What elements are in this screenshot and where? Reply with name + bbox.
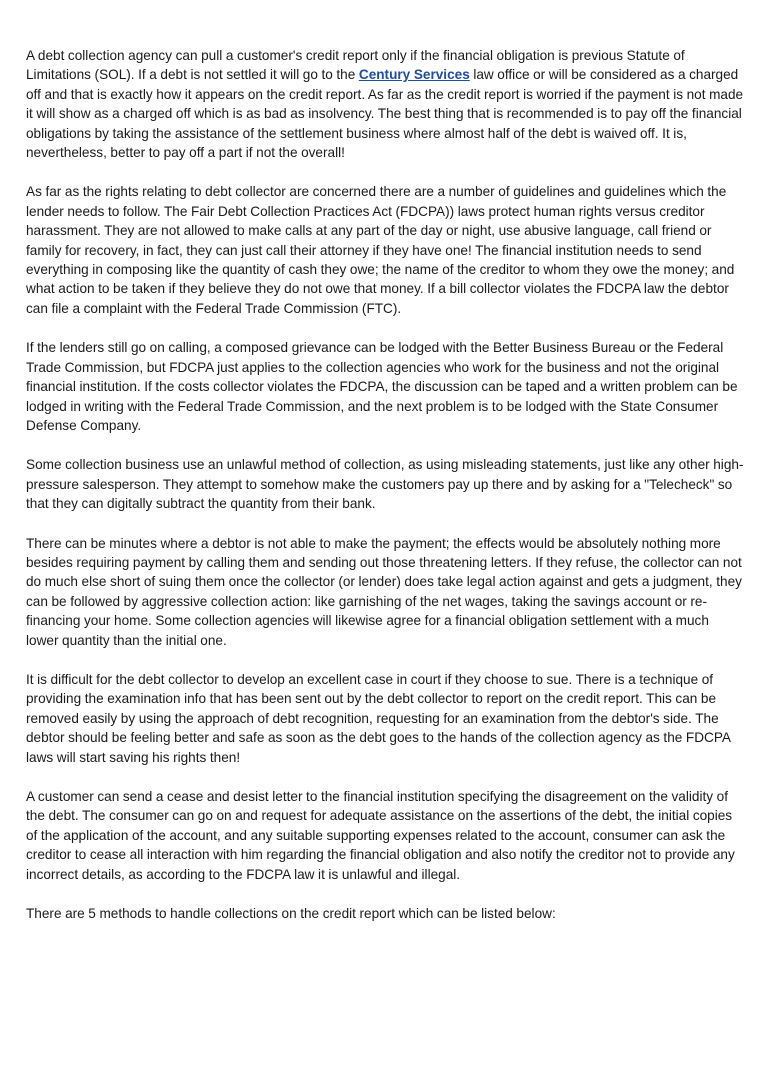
paragraph-6: It is difficult for the debt collector to develop an excellent case in court if they choose to sue. There is a technique of providing the examination info that has been sent out by the debt collector to report on the credit report. This can be removed easily by using the approach of debt recognition, requesting for an examination from the debtor's side. The debtor should be feeling better and safe as soon as the debt goes to the hands of the collection agency as the FDCPA laws will start saving his rights then! <box>26 671 731 765</box>
paragraph-7: A customer can send a cease and desist letter to the financial institution specifying the disagreement on the validity of the debt. The consumer can go on and request for adequate assistance on the assertions of the debt, the initial copies of the application of the account, and any suitable supporting expenses related to the account, consumer can ask the creditor to cease all interaction with him regarding the financial obligation and also notify the creditor not to provide any incorrect details, as according to the FDCPA law it is unlawful and illegal. <box>26 789 735 882</box>
paragraph-1-text-before-link: A debt collection agency can pull a customer's credit report only if the financial obligation is previous Statute of Limitations (SOL). If a debt is not settled it will go to the <box>26 48 685 83</box>
paragraph-8: There are 5 methods to handle collections on the credit report which can be listed below: <box>26 906 556 922</box>
document-page <box>26 46 744 943</box>
paragraph-3: If the lenders still go on calling, a composed grievance can be lodged with the Better Business Bureau or the Federal Trade Commission, but FDCPA just applies to the collection agencies who work for the business and not the original financial institution. If the costs collector violates the FDCPA, the discussion can be taped and a written problem can be lodged in writing with the Federal Trade Commission, and the next problem is to be lodged with the State Consumer Defense Company. <box>26 340 738 433</box>
paragraph-1-text-after-link: law office or will be considered as a charged off and that is exactly how it appears on the credit report. As far as the credit report is worried if the payment is not made it will show as a charged off which is as bad as insolvency. The best thing that is recommended is to pay off the financial obligations by taking the assistance of the settlement business where almost half of the debt is waived off. It is, nevertheless, better to pay off a part if not the overall! <box>26 67 744 161</box>
paragraph-4: Some collection business use an unlawful method of collection, as using misleading statements, just like any other high-pressure salesperson. They attempt to somehow make the customers pay up there and by asking for a "Telecheck" so that they can digitally subtract the quantity from their bank. <box>26 457 744 512</box>
century-services-link[interactable]: Century Services <box>358 67 470 83</box>
paragraph-5: There can be minutes where a debtor is not able to make the payment; the effects would be absolutely nothing more besides requiring payment by calling them and sending out those threatening letters. If they refuse, the collector can not do much else short of suing them once the collector (or lender) does take legal action against and gets a judgment, they can be followed by aggressive collection action: like garnishing of the net wages, taking the savings account or re-financing your home. Some collection agencies will likewise agree for a financial obligation settlement with a much lower quantity than the initial one. <box>26 535 742 648</box>
paragraph-2: As far as the rights relating to debt collector are concerned there are a number of guidelines and guidelines which the lender needs to follow. The Fair Debt Collection Practices Act (FDCPA)) laws protect human rights versus creditor harassment. They are not allowed to make calls at any part of the day or night, use abusive language, call friend or family for recovery, in fact, they can just call their attorney if they have one! The financial institution needs to send everything in composing like the quantity of cash they owe; the name of the creditor to whom they owe the money; and what action to be taken if they believe they do not owe that money. If a bill collector violates the FDCPA law the debtor can file a complaint with the Federal Trade Commission (FTC). <box>26 184 735 316</box>
paragraph-1 <box>26 46 744 162</box>
